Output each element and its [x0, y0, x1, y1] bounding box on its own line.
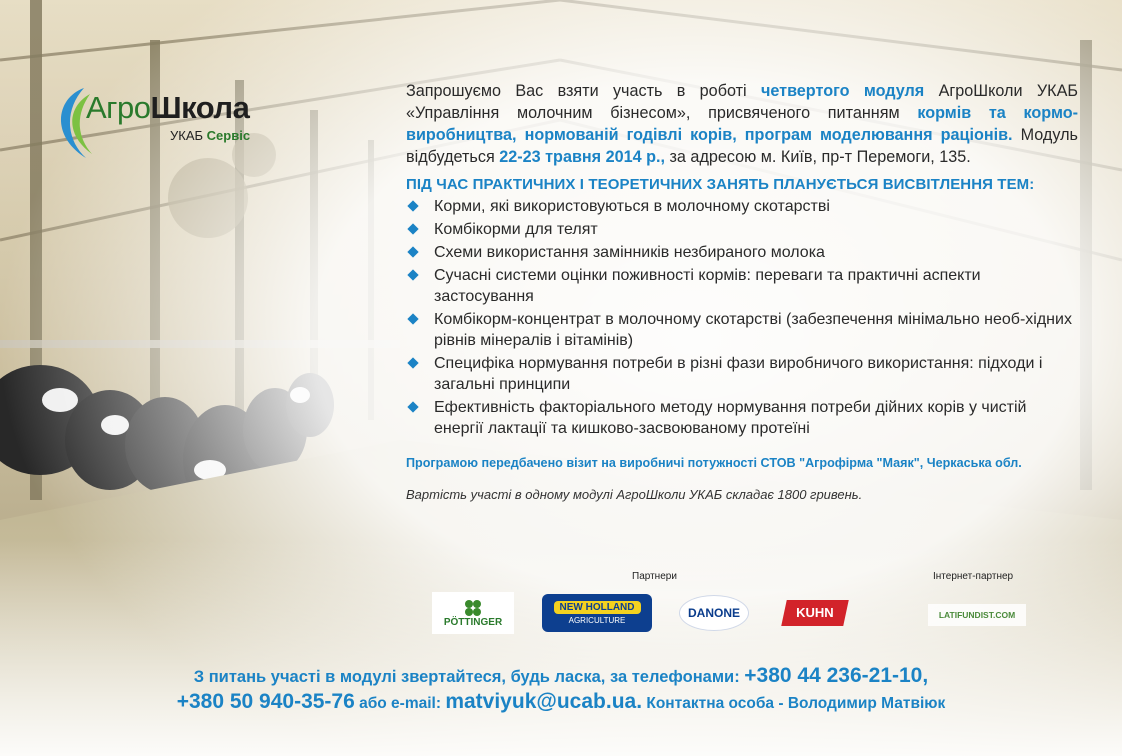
contact-line-1: З питань участі в модулі звертайтеся, будь ласка, за телефонами: +380 44 236-21-10, [193, 664, 929, 687]
diamond-bullet-icon [407, 313, 418, 324]
list-item: Сучасні системи оцінки поживності кормів: переваги та практичні аспекти застосування [406, 265, 1078, 307]
visit-note: Програмою передбачено візит на виробничі потужності СТОВ "Агрофірма "Маяк", Черкаська обл. [406, 456, 1022, 470]
partners-label: Партнери [632, 571, 677, 582]
diamond-bullet-icon [407, 223, 418, 234]
list-item: Комбікорм-концентрат в молочному скотарстві (забезпечення мінімально необ-хідних рівнів мінералів і вітамінів) [406, 309, 1078, 351]
diamond-bullet-icon [407, 200, 418, 211]
list-item: Комбікорми для телят [406, 219, 1078, 240]
diamond-bullet-icon [407, 246, 418, 257]
topics-list [406, 196, 1078, 439]
internet-partner-label: Інтернет-партнер [933, 571, 1014, 582]
main-content [406, 80, 1078, 502]
kuhn-logo: KUHN [780, 598, 850, 628]
intro-paragraph: Запрошуємо Вас взяти участь в роботі четвертого модуля АгроШколи УКАБ «Управління молочним бізнесом», присвяченого питанням кормів та кормо-виробництва, нормованій годівлі корів, програм моделювання раціонів. Модуль відбудеться 22-23 травня 2014 р., за адресою м. Київ, пр-т Перемоги, 135. [406, 82, 1079, 166]
agroshkola-logo [46, 84, 276, 164]
list-item: Ефективність факторіального методу нормування потреби дійних корів у чистій енергії лактації та кишково-засвоюваному протеїні [406, 397, 1078, 439]
email-link[interactable]: matviyuk@ucab.ua. [445, 690, 643, 713]
latifundist-logo: LATIFUNDIST.COM [928, 604, 1026, 626]
clover-icon [464, 599, 482, 617]
logo-subtitle: УКАБ Сервіс [170, 128, 251, 143]
cost-note: Вартість участі в одному модулі АгроШколи УКАБ складає 1800 гривень. [406, 487, 863, 502]
logo-brand: АгроШкола [86, 90, 250, 125]
danone-logo: DANONE [678, 594, 750, 632]
contact-line-2: +380 50 940-35-76 або e-mail: matviyuk@ucab.ua. Контактна особа - Володимир Матвіюк [176, 690, 946, 713]
diamond-bullet-icon [407, 357, 418, 368]
new-holland-logo: NEW HOLLAND AGRICULTURE [542, 594, 652, 632]
phone-1[interactable]: +380 44 236-21-10, [744, 664, 929, 687]
diamond-bullet-icon [407, 269, 418, 280]
diamond-bullet-icon [407, 401, 418, 412]
phone-2[interactable]: +380 50 940-35-76 [176, 690, 355, 713]
list-item: Корми, які використовуються в молочному скотарстві [406, 196, 1078, 217]
list-item: Схеми використання замінників незбираного молока [406, 242, 1078, 263]
pottinger-logo: PÖTTINGER [432, 592, 514, 634]
list-item: Специфіка нормування потреби в різні фази виробничого використання: підходи і загальні принципи [406, 353, 1078, 395]
topics-heading: ПІД ЧАС ПРАКТИЧНИХ І ТЕОРЕТИЧНИХ ЗАНЯТЬ ПЛАНУЄТЬСЯ ВИСВІТЛЕННЯ ТЕМ: [406, 176, 1035, 193]
